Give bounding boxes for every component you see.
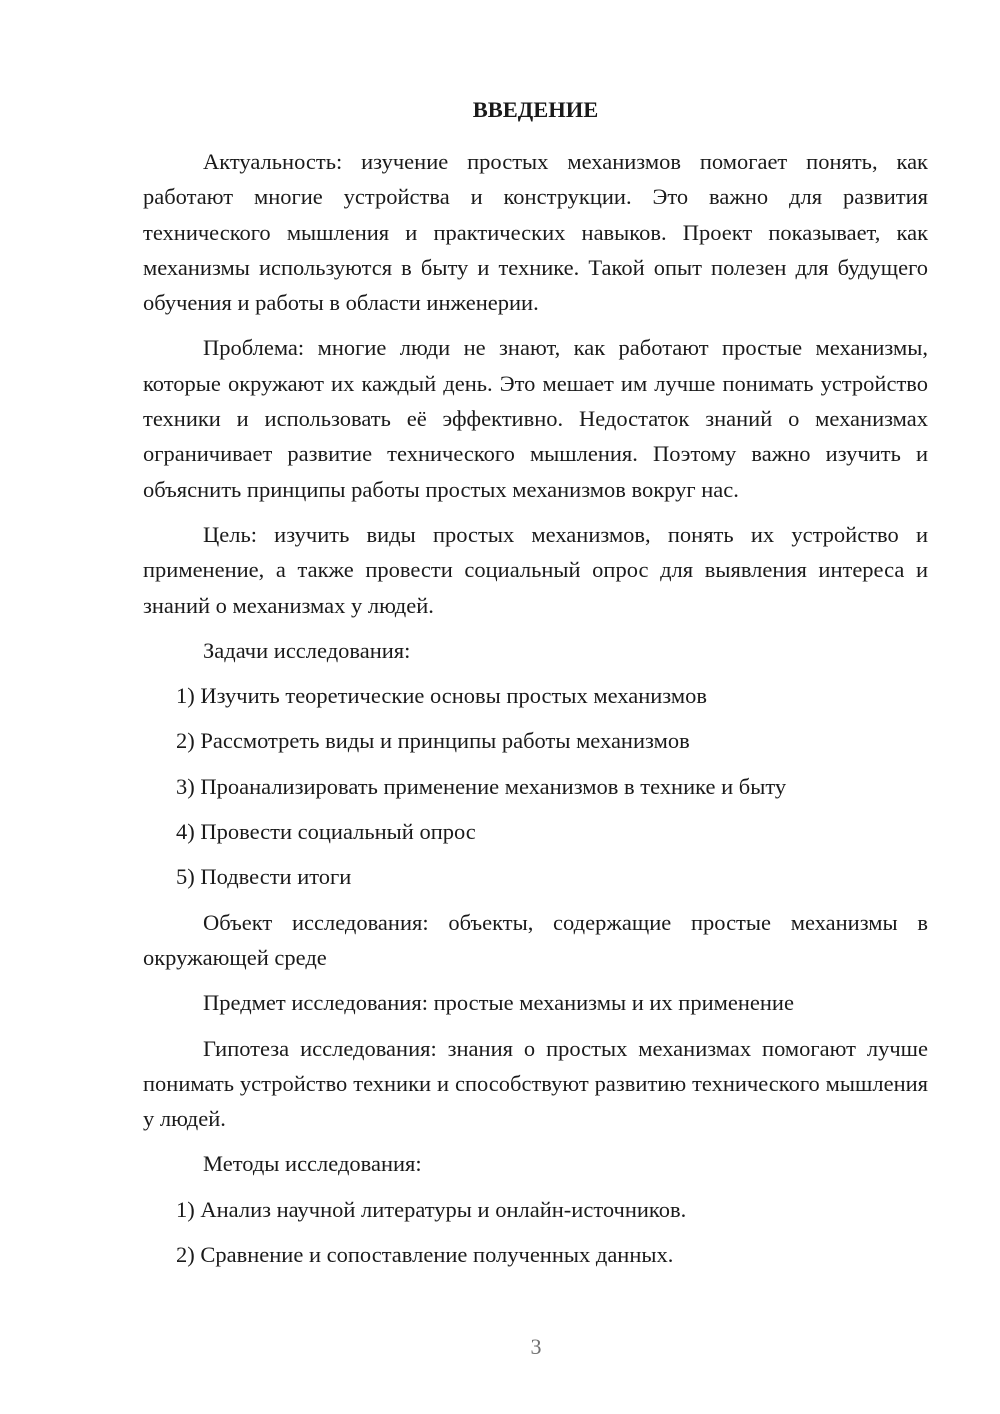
list-item: 1) Анализ научной литературы и онлайн-источников. — [176, 1196, 687, 1222]
list-item: 3) Проанализировать применение механизмов в технике и быту — [176, 773, 787, 799]
hypothesis-paragraph: Гипотеза исследования: знания о простых механизмах помогают лучше понимать устройство техники и способствуют развитию технического мышления у людей. — [143, 1035, 928, 1132]
subject-paragraph: Предмет исследования: простые механизмы и их применение — [203, 990, 794, 1016]
list-item: 4) Провести социальный опрос — [176, 819, 476, 845]
section-title: ВВЕДЕНИЕ — [472, 97, 599, 122]
document-page — [143, 95, 928, 1282]
list-item: 5) Подвести итоги — [176, 864, 352, 890]
tasks-heading: Задачи исследования: — [203, 637, 411, 663]
list-item: 1) Изучить теоретические основы простых механизмов — [176, 683, 707, 709]
object-paragraph: Объект исследования: объекты, содержащие простые механизмы в окружающей среде — [143, 909, 928, 970]
tasks-list — [143, 678, 928, 894]
list-item: 2) Рассмотреть виды и принципы работы механизмов — [176, 728, 690, 754]
methods-heading: Методы исследования: — [203, 1151, 422, 1177]
problem-paragraph: Проблема: многие люди не знают, как работают простые механизмы, которые окружают их каждый день. Это мешает им лучше понимать устройство техники и использовать её эффективно. Недостаток знаний о механизмах ограничивает развитие технического мышления. Поэтому важно изучить и объяснить принципы работы простых механизмов вокруг нас. — [143, 335, 928, 502]
goal-paragraph: Цель: изучить виды простых механизмов, понять их устройство и применение, а также провести социальный опрос для выявления интереса и знаний о механизмах у людей. — [143, 521, 928, 618]
list-item: 2) Сравнение и сопоставление полученных данных. — [176, 1242, 674, 1268]
methods-list — [143, 1192, 928, 1273]
page-number: 3 — [530, 1334, 542, 1359]
relevance-paragraph: Актуальность: изучение простых механизмов помогает понять, как работают многие устройства и конструкции. Это важно для развития технического мышления и практических навыков. Проект показывает, как механизмы используются в быту и технике. Такой опыт полезен для будущего обучения и работы в области инженерии. — [143, 149, 928, 316]
